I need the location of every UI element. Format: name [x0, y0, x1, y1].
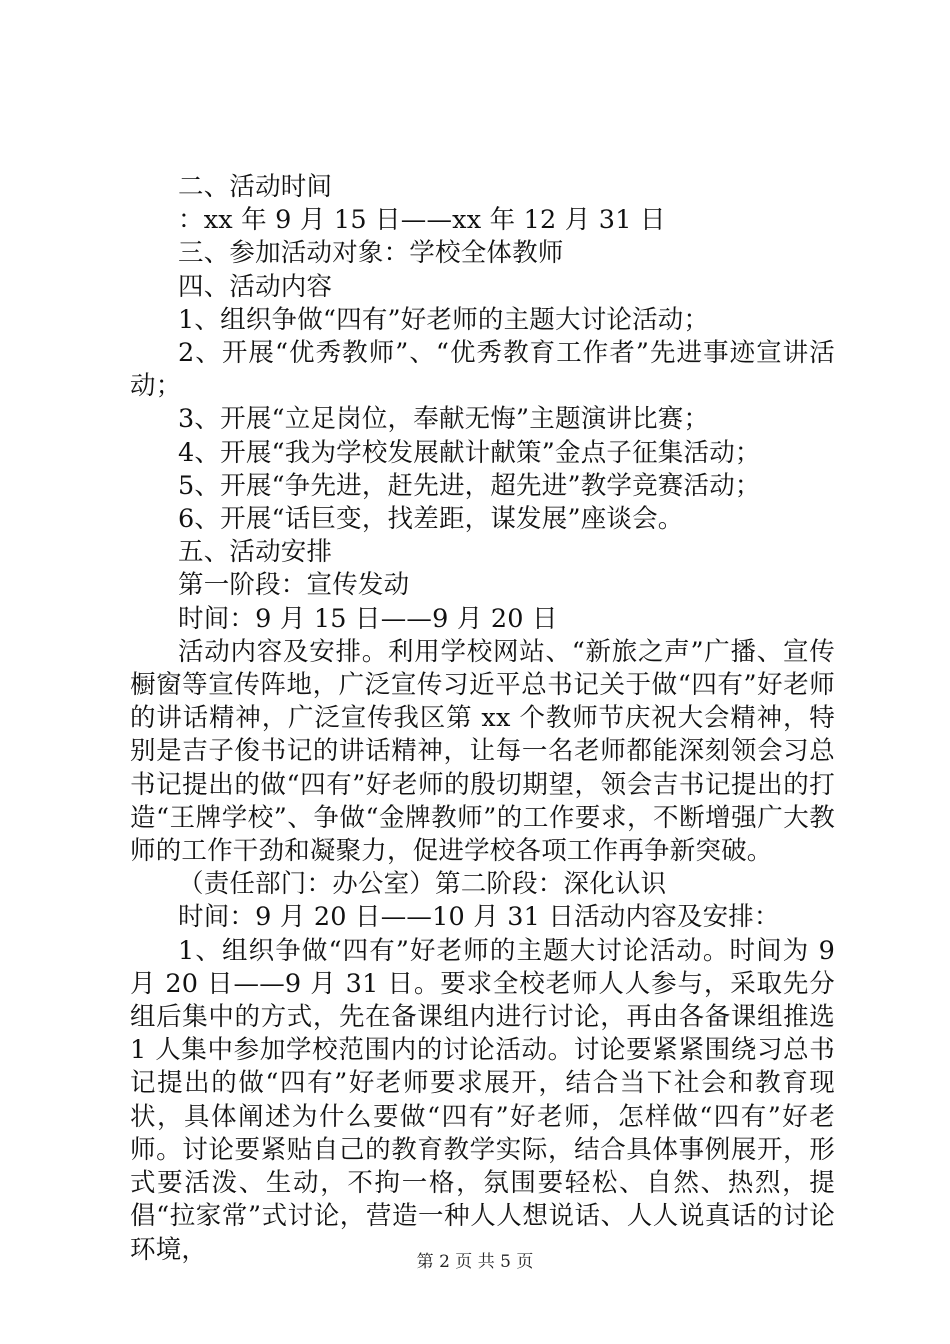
content-item-3: 3、开展“立足岗位，奉献无悔”主题演讲比赛； [178, 404, 710, 435]
stage-one-time: 时间：9 月 15 日——9 月 20 日 [178, 603, 558, 634]
content-item-2: 2、开展“优秀教师”、“优秀教育工作者”先进事迹宣讲活动； [130, 338, 835, 402]
stage-two-time: 时间：9 月 20 日——10 月 31 日活动内容及安排： [178, 902, 780, 933]
stage-one-content: 活动内容及安排。利用学校网站、“新旅之声”广播、宣传橱窗等宣传阵地，广泛宣传习近平总书记关于做“四有”好老师的讲话精神，广泛宣传我区第 xx 个教师节庆祝大会精神，特别是吉子俊书记的讲话精神，让每一名老师都能深刻领会习总书记提出的做“四有”好老师的殷切期望，领会吉书记提出的打造“王牌学校”、争做“金牌教师”的工作要求，不断增强广大教师的工作干劲和凝聚力，促进学校各项工作再争新突破。 [130, 636, 835, 867]
content-item-4: 4、开展“我为学校发展献计献策”金点子征集活动； [178, 437, 761, 468]
content-item-6: 6、开展“话巨变，找差距，谋发展”座谈会。 [178, 504, 684, 535]
stage-two-item-1: 1、组织争做“四有”好老师的主题大讨论活动。时间为 9 月 20 日——9 月 31 日。要求全校老师人人参与，采取先分组后集中的方式，先在备课组内进行讨论，再由各备课组推选 1 人集中参加学校范围内的讨论活动。讨论要紧紧围绕习总书记提出的做“四有”好老师要求展开，结合当下社会和教育现状，具体阐述为什么要做“四有”好老师，怎样做“四有”好老师。讨论要紧贴自己的教育教学实际，结合具体事例展开，形式要活泼、生动，不拘一格，氛围要轻松、自然、热烈，提倡“拉家常”式讨论，营造一种人人想说话、人人说真话的讨论环境， [130, 935, 844, 1265]
heading-participants: 三、参加活动对象：学校全体教师 [178, 238, 564, 269]
content-item-1: 1、组织争做“四有”好老师的主题大讨论活动； [178, 304, 710, 335]
content-item-5: 5、开展“争先进，赶先进，超先进”教学竞赛活动； [178, 470, 761, 501]
heading-activity-content: 四、活动内容 [178, 271, 333, 302]
stage-one-title: 第一阶段：宣传发动 [178, 570, 410, 601]
activity-time-range: ：xx 年 9 月 15 日——xx 年 12 月 31 日 [178, 205, 666, 236]
page-footer: 第 2 页 共 5 页 [416, 1252, 534, 1272]
stage-two-title: （责任部门：办公室）第二阶段：深化认识 [178, 869, 667, 900]
heading-activity-time: 二、活动时间 [178, 172, 333, 202]
heading-activity-arrangement: 五、活动安排 [178, 537, 333, 568]
document-body [130, 171, 844, 1267]
